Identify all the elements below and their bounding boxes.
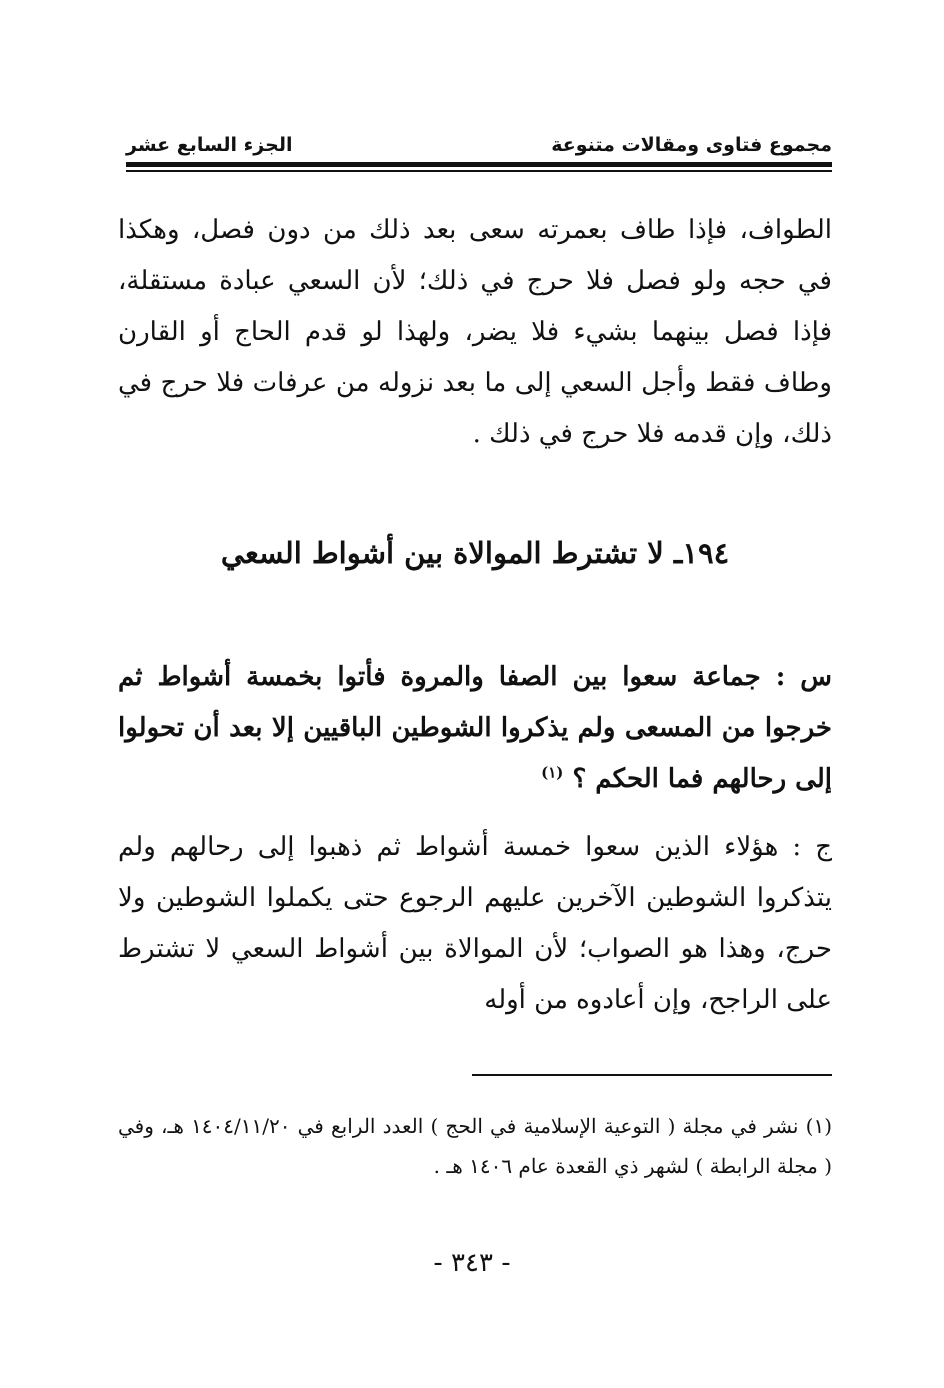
intro-paragraph: الطواف، فإذا طاف بعمرته سعى بعد ذلك من دون فصل، وهكذا في حجه ولو فصل فلا حرج في ذلك؛ لأن السعي عبادة مستقلة، فإذا فصل بينهما بشيء فلا يضر، ولهذا لو قدم الحاج أو القارن وطاف فقط وأجل السعي إلى ما بعد نزوله من عرفات فلا حرج في ذلك، وإن قدمه فلا حرج في ذلك . [118, 215, 832, 449]
footnote-separator [472, 1074, 832, 1076]
running-header [126, 122, 832, 156]
section-title: ١٩٤ـ لا تشترط الموالاة بين أشواط السعي [220, 536, 730, 570]
footnote-reference[interactable]: (١) [541, 763, 564, 782]
header-rule-thin [126, 170, 832, 172]
page-number: - ٣٤٣ - [433, 1248, 511, 1278]
footnote-text: (١) نشر في مجلة ( التوعية الإسلامية في الحج ) العدد الرابع في ١٤٠٤/١١/٢٠ هـ، وفي ( مجلة الرابطة ) لشهر ذي القعدة عام ١٤٠٦ هـ . [118, 1114, 832, 1178]
book-title: مجموع فتاوى ومقالات متنوعة [551, 134, 832, 156]
header-rule-thick [126, 162, 832, 167]
question-text: س : جماعة سعوا بين الصفا والمروة فأتوا بخمسة أشواط ثم خرجوا من المسعى ولم يذكروا الشوطين الباقيين إلا بعد أن تحولوا إلى رحالهم فما الحكم ؟ [118, 662, 832, 794]
answer-paragraph: ج : هؤلاء الذين سعوا خمسة أشواط ثم ذهبوا إلى رحالهم ولم يتذكروا الشوطين الآخرين عليهم الرجوع حتى يكملوا الشوطين ولا حرج، وهذا هو الصواب؛ لأن الموالاة بين أشواط السعي لا تشترط على الراجح، وإن أعادوه من أوله [118, 832, 832, 1015]
volume-label: الجزء السابع عشر [126, 134, 293, 156]
question-paragraph [118, 652, 832, 805]
